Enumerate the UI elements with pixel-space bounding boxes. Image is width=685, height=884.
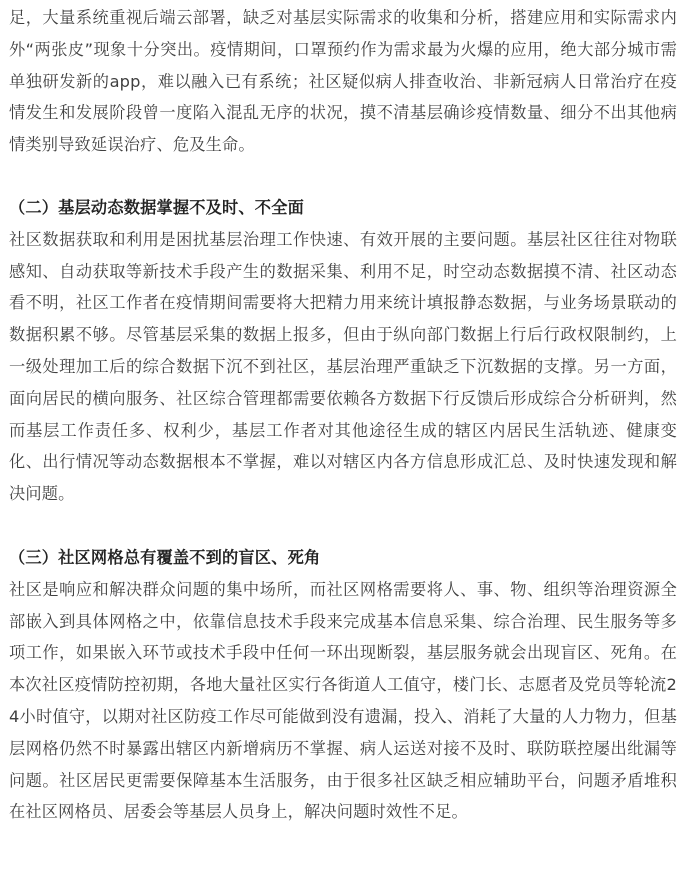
section-heading-2: （二）基层动态数据掌握不及时、不全面 [9, 197, 304, 217]
article-content [9, 2, 677, 828]
paragraph-spacer [9, 161, 677, 192]
section-heading-3: （三）社区网格总有覆盖不到的盲区、死角 [9, 547, 321, 567]
intro-paragraph: 足，大量系统重视后端云部署，缺乏对基层实际需求的收集和分析，搭建应用和实际需求内外“两张皮”现象十分突出。疫情期间，口罩预约作为需求最为火爆的应用，绝大部分城市需单独研发新的app，难以融入已有系统；社区疑似病人排查收治、非新冠病人日常治疗在疫情发生和发展阶段曾一度陷入混乱无序的状况，摸不清基层确诊疫情数量、细分不出其他病情类别导致延误治疗、危及生命。 [9, 8, 677, 155]
section-body-2: 社区数据获取和利用是困扰基层治理工作快速、有效开展的主要问题。基层社区往往对物联感知、自动获取等新技术手段产生的数据采集、利用不足，时空动态数据摸不清、社区动态看不明，社区工作者在疫情期间需要将大把精力用来统计填报静态数据，与业务场景联动的数据积累不够。尽管基层采集的数据上报多，但由于纵向部门数据上行后行政权限制约，上一级处理加工后的综合数据下沉不到社区，基层治理严重缺乏下沉数据的支撑。另一方面，面向居民的横向服务、社区综合管理都需要依赖各方数据下行反馈后形成综合分析研判，然而基层工作责任多、权利少，基层工作者对其他途径生成的辖区内居民生活轨迹、健康变化、出行情况等动态数据根本不掌握，难以对辖区内各方信息形成汇总、及时快速发现和解决问题。 [9, 229, 677, 504]
section-body-3: 社区是响应和解决群众问题的集中场所，而社区网格需要将人、事、物、组织等治理资源全部嵌入到具体网格之中，依靠信息技术手段来完成基本信息采集、综合治理、民生服务等多项工作，如果嵌入环节或技术手段中任何一环出现断裂，基层服务就会出现盲区、死角。在本次社区疫情防控初期，各地大量社区实行各街道人工值守，楼门长、志愿者及党员等轮流24小时值守，以期对社区防疫工作尽可能做到没有遗漏，投入、消耗了大量的人力物力，但基层网格仍然不时暴露出辖区内新增病历不掌握、病人运送对接不及时、联防联控屡出纰漏等问题。社区居民更需要保障基本生活服务，由于很多社区缺乏相应辅助平台，问题矛盾堆积在社区网格员、居委会等基层人员身上，解决问题时效性不足。 [9, 579, 677, 822]
paragraph-spacer [9, 510, 677, 542]
